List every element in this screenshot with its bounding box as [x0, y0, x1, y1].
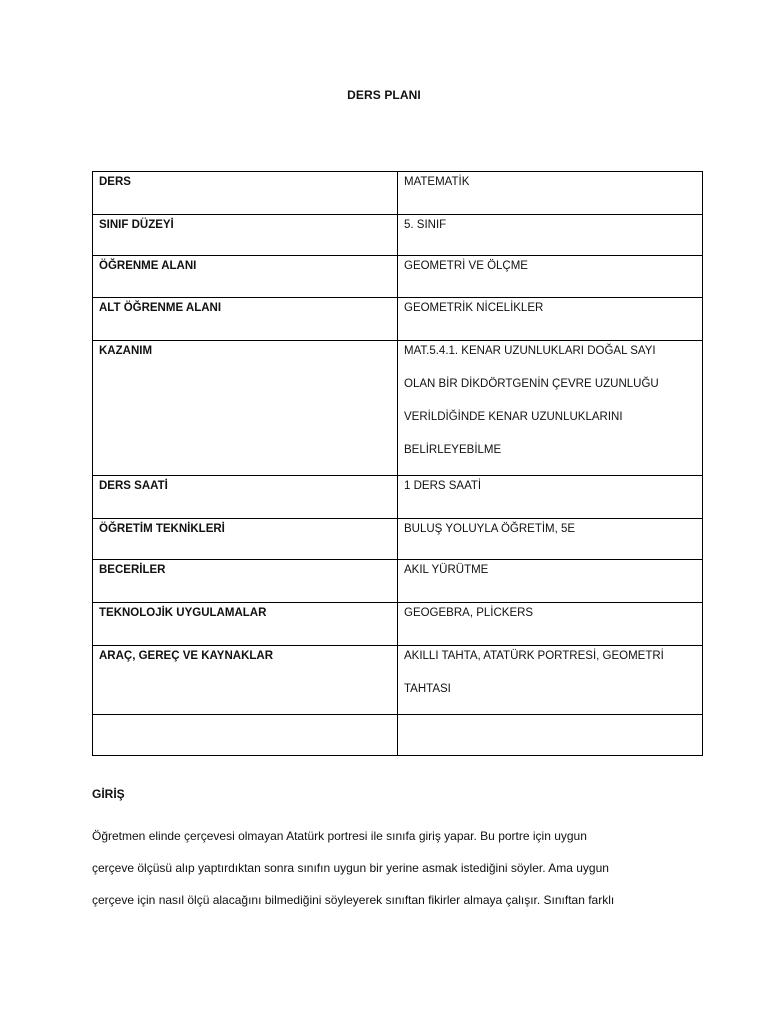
- plan-row-label: ALT ÖĞRENME ALANI: [93, 298, 398, 341]
- plan-row-label: DERS: [93, 172, 398, 215]
- plan-row-value-line: MAT.5.4.1. KENAR UZUNLUKLARI DOĞAL SAYI: [404, 345, 656, 357]
- lesson-plan-table: [92, 171, 703, 756]
- intro-heading: GİRİŞ: [92, 787, 125, 801]
- plan-table-row: [93, 172, 703, 215]
- plan-row-value-line: BELİRLEYEBİLME: [404, 444, 502, 456]
- plan-row-value-line: 5. SINIF: [404, 219, 447, 231]
- intro-line: Öğretmen elinde çerçevesi olmayan Atatürk portresi ile sınıfa giriş yapar. Bu portre için uygun: [92, 829, 587, 843]
- plan-row-label: TEKNOLOJİK UYGULAMALAR: [93, 603, 398, 646]
- plan-table-row: [93, 215, 703, 256]
- plan-row-label: BECERİLER: [93, 560, 398, 603]
- plan-row-value-line: GEOMETRİK NİCELİKLER: [404, 302, 544, 314]
- plan-row-label: SINIF DÜZEYİ: [93, 215, 398, 256]
- plan-row-value-line: MATEMATİK: [404, 176, 470, 188]
- plan-row-value-line: AKIL YÜRÜTME: [404, 564, 489, 576]
- plan-table-row: [93, 560, 703, 603]
- plan-row-label: [93, 715, 398, 756]
- plan-table-row: [93, 715, 703, 756]
- plan-table-row: [93, 476, 703, 519]
- intro-line: çerçeve ölçüsü alıp yaptırdıktan sonra sınıfın uygun bir yerine asmak istediğini söyler. Ama uygun: [92, 861, 609, 875]
- plan-row-value-line: AKILLI TAHTA, ATATÜRK PORTRESİ, GEOMETRİ: [404, 650, 664, 662]
- plan-row-value: [398, 256, 703, 298]
- plan-row-value-line: GEOMETRİ VE ÖLÇME: [404, 260, 528, 272]
- plan-row-value: [398, 341, 703, 476]
- plan-row-value-line: GEOGEBRA, PLİCKERS: [404, 607, 534, 619]
- plan-row-value: [398, 715, 703, 756]
- plan-row-value: [398, 603, 703, 646]
- plan-row-value: [398, 476, 703, 519]
- plan-row-value: [398, 298, 703, 341]
- plan-table-row: [93, 646, 703, 715]
- plan-row-value: [398, 519, 703, 560]
- plan-row-value-line: BULUŞ YOLUYLA ÖĞRETİM, 5E: [404, 523, 576, 535]
- plan-row-value: [398, 215, 703, 256]
- lesson-plan-table-body: [93, 172, 703, 756]
- page-title: DERS PLANI: [347, 88, 421, 102]
- plan-row-label: ARAÇ, GEREÇ VE KAYNAKLAR: [93, 646, 398, 715]
- intro-paragraph: [92, 820, 692, 916]
- plan-table-row: [93, 298, 703, 341]
- plan-row-value: [398, 646, 703, 715]
- plan-row-value-line: VERİLDİĞİNDE KENAR UZUNLUKLARINI: [404, 411, 623, 423]
- plan-table-row: [93, 519, 703, 560]
- plan-row-value-line: OLAN BİR DİKDÖRTGENİN ÇEVRE UZUNLUĞU: [404, 378, 659, 390]
- plan-row-value: [398, 172, 703, 215]
- plan-table-row: [93, 256, 703, 298]
- plan-table-row: [93, 603, 703, 646]
- plan-row-value-line: TAHTASI: [404, 683, 451, 695]
- intro-line: çerçeve için nasıl ölçü alacağını bilmediğini söyleyerek sınıftan fikirler almaya çalışır. Sınıftan farklı: [92, 893, 615, 907]
- plan-row-label: ÖĞRETİM TEKNİKLERİ: [93, 519, 398, 560]
- plan-row-label: DERS SAATİ: [93, 476, 398, 519]
- plan-row-label: KAZANIM: [93, 341, 398, 476]
- plan-row-label: ÖĞRENME ALANI: [93, 256, 398, 298]
- plan-table-row: [93, 341, 703, 476]
- plan-row-value: [398, 560, 703, 603]
- plan-row-value-line: 1 DERS SAATİ: [404, 480, 482, 492]
